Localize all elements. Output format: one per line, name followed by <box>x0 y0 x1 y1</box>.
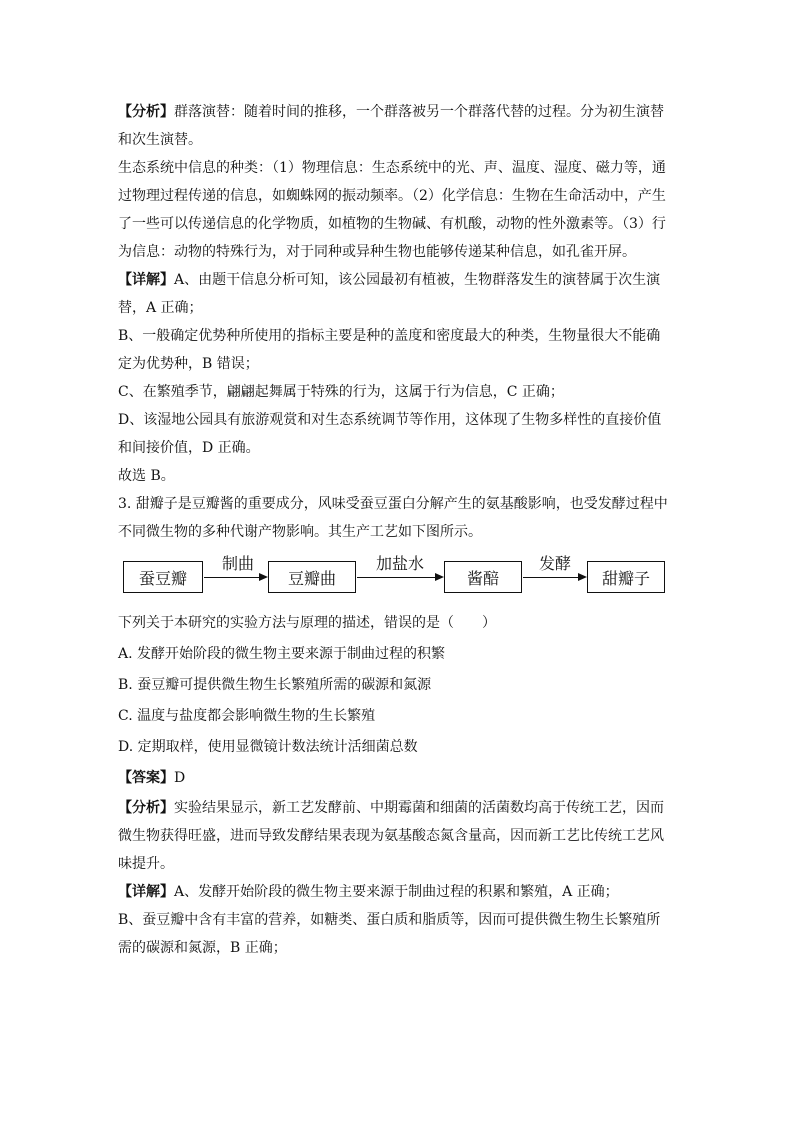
analysis-text-line: 和次生演替。 <box>118 132 202 148</box>
option-b: B. 蚕豆瓣可提供微生物生长繁殖所需的碳源和氮源 <box>118 677 432 693</box>
answer-line <box>118 763 678 794</box>
detail-text-line: D、该湿地公园具有旅游观赏和对生态系统调节等作用，这体现了生物多样性的直接价值 <box>118 412 662 428</box>
conclusion-text: 故选 B。 <box>118 468 175 484</box>
analysis-tag: 【分析】 <box>118 800 174 816</box>
flow-arrow <box>204 577 266 578</box>
document-page <box>118 98 678 962</box>
option-d: D. 定期取样，使用显微镜计数法统计活细菌总数 <box>118 739 418 755</box>
detail-tag: 【详解】 <box>118 272 174 288</box>
analysis-text-line: 味提升。 <box>118 856 174 872</box>
analysis-text-line: 微生物获得旺盛，进而导致发酵结果表现为氨基酸态氮含量高，因而新工艺比传统工艺风 <box>118 828 664 844</box>
analysis-text-line: 群落演替：随着时间的推移，一个群落被另一个群落代替的过程。分为初生演替 <box>174 104 664 120</box>
flow-arrow <box>357 577 442 578</box>
detail-text-line: A、发酵开始阶段的微生物主要来源于制曲过程的积累和繁殖，A 正确； <box>174 884 619 900</box>
flow-box-mash: 酱醅 <box>444 561 522 593</box>
info-text-line: 了一些可以传递信息的化学物质，如植物的生物碱、有机酸，动物的性外激素等。（3）行 <box>118 216 666 232</box>
flow-box-sweet-paste: 甜瓣子 <box>587 561 665 593</box>
flow-arrow <box>523 577 585 578</box>
answer-tag: 【答案】 <box>118 770 174 786</box>
detail-text-line: 定为优势种，B 错误； <box>118 356 259 372</box>
answer-value: D <box>174 770 186 786</box>
detail-text-line: 和间接价值，D 正确。 <box>118 440 260 456</box>
detail-text-line: B、一般确定优势种所使用的指标主要是种的盖度和密度最大的种类，生物量很大不能确 <box>118 328 661 344</box>
analysis-tag: 【分析】 <box>118 104 174 120</box>
info-text-line: 过物理过程传递的信息，如蜘蛛网的振动频率。（2）化学信息：生物在生命活动中，产生 <box>118 188 666 204</box>
option-a: A. 发酵开始阶段的微生物主要来源于制曲过程的积繁 <box>118 646 446 662</box>
detail-text-line: 替，A 正确； <box>118 300 203 316</box>
info-text-line: 生态系统中信息的种类：（1）物理信息：生态系统中的光、声、温度、湿度、磁力等，通 <box>118 160 666 176</box>
detail-paragraph <box>118 266 678 294</box>
info-text-line: 为信息：动物的特殊行为，对于同种或异种生物也能够传递某种信息，如孔雀开屏。 <box>118 244 636 260</box>
flow-arrow-label: 制曲 <box>221 554 254 573</box>
flow-arrow-label: 发酵 <box>538 554 571 573</box>
detail-text-line: 需的碳源和氮源，B 正确； <box>118 940 287 956</box>
flow-box-bean-koji: 豆瓣曲 <box>268 561 356 593</box>
analysis-text-line: 实验结果显示，新工艺发酵前、中期霉菌和细菌的活菌数均高于传统工艺，因而 <box>174 800 664 816</box>
analysis-paragraph <box>118 794 678 822</box>
question-text-line: 不同微生物的多种代谢产物影响。其生产工艺如下图所示。 <box>118 524 482 540</box>
analysis-paragraph <box>118 98 678 126</box>
question-prompt: 下列关于本研究的实验方法与原理的描述，错误的是（ ） <box>118 615 496 631</box>
question-text-line: 3. 甜瓣子是豆瓣酱的重要成分，风味受蚕豆蛋白分解产生的氨基酸影响，也受发酵过程中 <box>118 496 668 512</box>
detail-text-line: B、蚕豆瓣中含有丰富的营养，如糖类、蛋白质和脂质等，因而可提供微生物生长繁殖所 <box>118 912 661 928</box>
flow-box-broad-bean: 蚕豆瓣 <box>123 561 203 593</box>
detail-text-line: C、在繁殖季节，翩翩起舞属于特殊的行为，这属于行为信息，C 正确； <box>118 384 564 400</box>
detail-paragraph <box>118 878 678 906</box>
detail-tag: 【详解】 <box>118 884 174 900</box>
flow-arrow-label: 加盐水 <box>375 554 424 573</box>
detail-text-line: A、由题干信息分析可知，该公园最初有植被，生物群落发生的演替属于次生演 <box>174 272 661 288</box>
process-flow-diagram <box>118 556 678 600</box>
option-c: C. 温度与盐度都会影响微生物的生长繁殖 <box>118 708 376 724</box>
